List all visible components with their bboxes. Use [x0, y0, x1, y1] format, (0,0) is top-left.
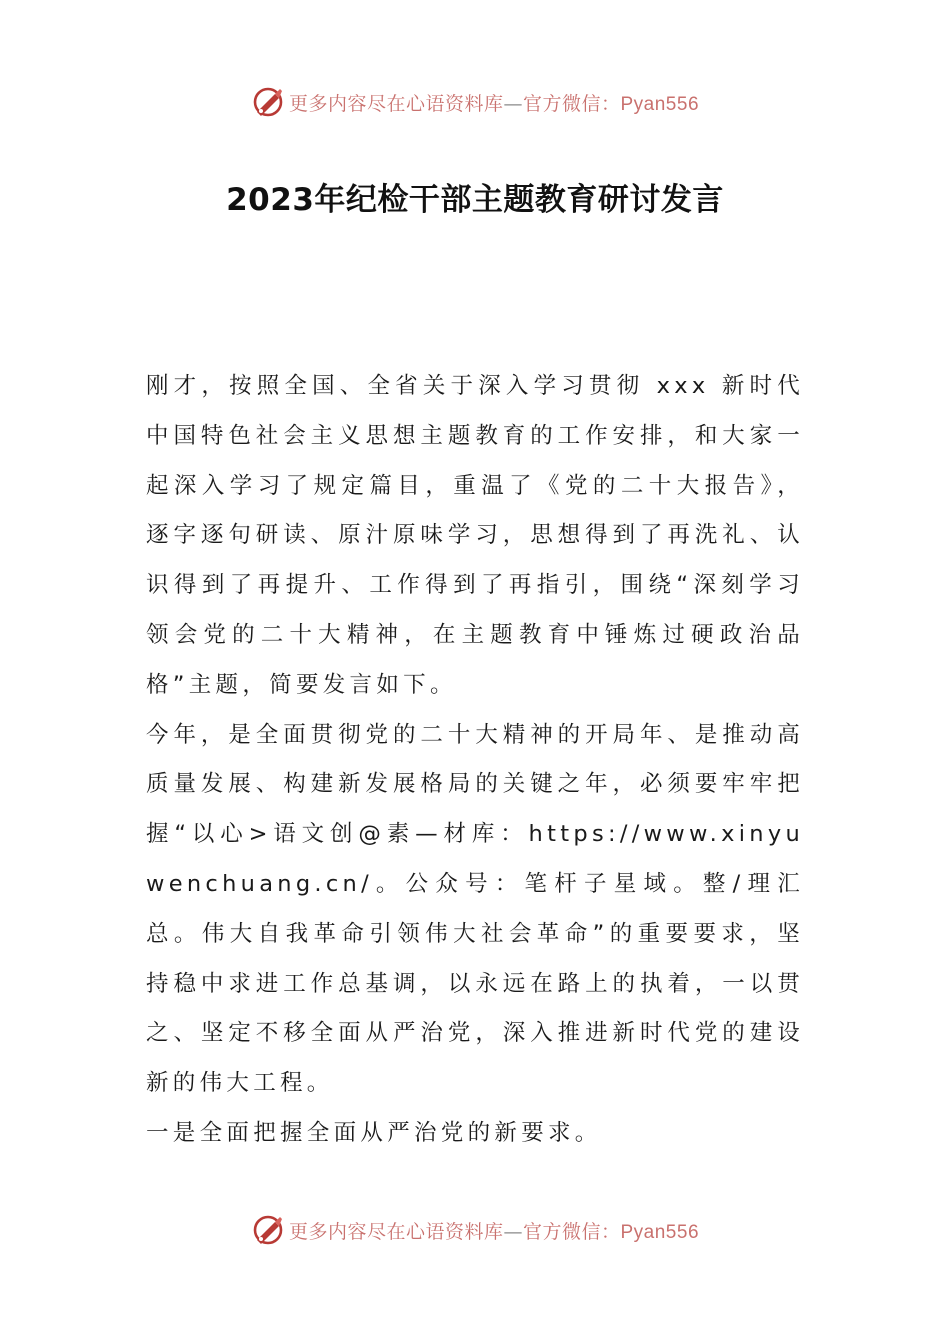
document-title: 2023年纪检干部主题教育研讨发言	[226, 182, 724, 218]
watermark-wechat-label: 官方微信：	[522, 1220, 621, 1243]
watermark-dash: —	[503, 1220, 523, 1243]
paragraph-intro: 刚才，按照全国、全省关于深入学习贯彻 xxx 新时代中国特色社会主义思想主题教育的工作安排，和大家一起深入学习了规定篇目，重温了《党的二十大报告》，逐字逐句研读、原汁原味学习，思想得到了再洗礼、认识得到了再提升、工作得到了再指引，围绕“深刻学习领会党的二十大精神，在主题教育中锤炼过硬政治品格”主题，简要发言如下。	[146, 373, 804, 698]
watermark-main: 更多内容尽在心语资料库	[288, 92, 504, 115]
watermark-dash: —	[503, 92, 523, 115]
document-body	[146, 362, 804, 1159]
paragraph-this-year: 今年，是全面贯彻党的二十大精神的开局年、是推动高质量发展、构建新发展格局的关键之年，必须要牢牢把握“以心>语文创@素—材库：https://www.xinyuwenchuang.cn/。公众号：笔杆子星域。整/理汇总。伟大自我革命引领伟大社会革命”的重要要求，坚持稳中求进工作总基调，以永远在路上的执着，一以贯之、坚定不移全面从严治党，深入推进新时代党的建设新的伟大工程。	[146, 721, 804, 1097]
watermark-header	[0, 82, 950, 122]
paragraph-point-one: 一是全面把握全面从严治党的新要求。	[146, 1119, 602, 1146]
watermark-text	[289, 89, 699, 116]
watermark-wechat-id: Pyan556	[620, 1221, 700, 1243]
watermark-footer	[0, 1210, 950, 1250]
pen-logo-icon	[251, 1213, 285, 1247]
watermark-wechat-id: Pyan556	[620, 93, 700, 115]
watermark-text	[289, 1217, 699, 1244]
watermark-wechat-label: 官方微信：	[522, 92, 621, 115]
watermark-main: 更多内容尽在心语资料库	[288, 1220, 504, 1243]
pen-logo-icon	[251, 85, 285, 119]
